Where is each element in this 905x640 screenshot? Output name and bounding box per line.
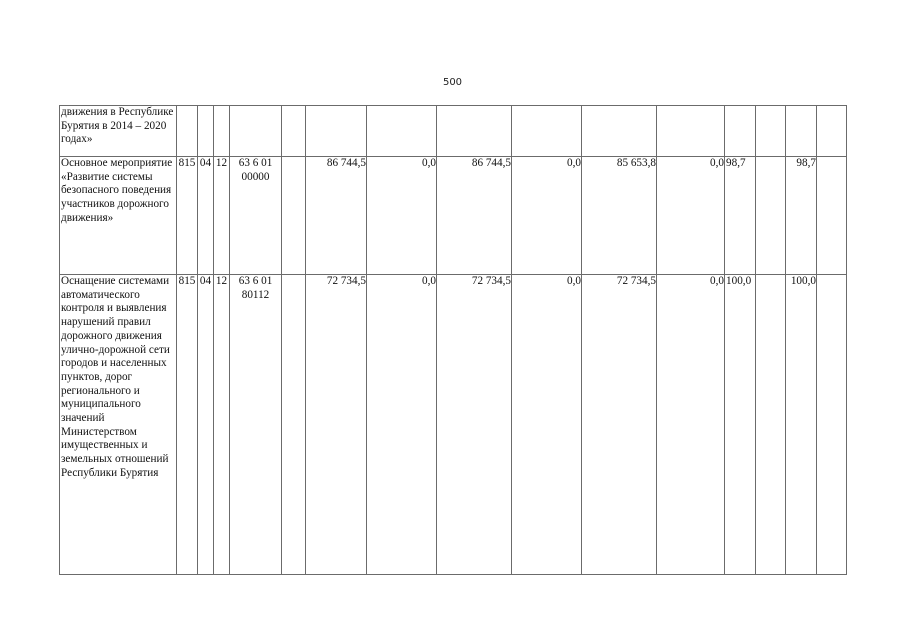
value-2: 0,0 [367, 275, 437, 575]
value-6: 0,0 [657, 157, 725, 275]
value-4: 0,0 [512, 275, 582, 575]
value-3 [437, 106, 512, 157]
value-2 [367, 106, 437, 157]
empty-cell [817, 157, 847, 275]
value-2: 0,0 [367, 157, 437, 275]
table-row [60, 106, 847, 157]
percent-2 [756, 157, 786, 275]
empty-cell [817, 106, 847, 157]
value-4 [512, 106, 582, 157]
percent-1 [725, 106, 756, 157]
empty-cell [817, 275, 847, 575]
value-1: 72 734,5 [306, 275, 367, 575]
percent-3: 100,0 [786, 275, 817, 575]
target-article-code [230, 106, 282, 157]
target-article-code: 63 6 01 00000 [230, 157, 282, 275]
page-number: 500 [442, 77, 463, 88]
percent-3 [786, 106, 817, 157]
expense-type-code [282, 106, 306, 157]
section-code [198, 106, 214, 157]
budget-execution-table [59, 105, 847, 575]
percent-2 [756, 106, 786, 157]
section-code: 04 [198, 157, 214, 275]
row-name: Основное мероприятие «Развитие системы безопасного поведения участников дорожного движения» [60, 157, 177, 275]
grbs-code [177, 106, 198, 157]
expense-type-code [282, 275, 306, 575]
grbs-code: 815 [177, 157, 198, 275]
value-3: 72 734,5 [437, 275, 512, 575]
table-row [60, 157, 847, 275]
percent-3: 98,7 [786, 157, 817, 275]
value-1: 86 744,5 [306, 157, 367, 275]
subsection-code: 12 [214, 157, 230, 275]
value-5: 72 734,5 [582, 275, 657, 575]
grbs-code: 815 [177, 275, 198, 575]
percent-1: 98,7 [725, 157, 756, 275]
target-article-code: 63 6 01 80112 [230, 275, 282, 575]
value-6 [657, 106, 725, 157]
table-row [60, 275, 847, 575]
percent-1: 100,0 [725, 275, 756, 575]
value-6: 0,0 [657, 275, 725, 575]
subsection-code: 12 [214, 275, 230, 575]
row-name: движения в Республике Бурятия в 2014 – 2020 годах» [60, 106, 177, 157]
percent-2 [756, 275, 786, 575]
value-1 [306, 106, 367, 157]
section-code: 04 [198, 275, 214, 575]
row-name: Оснащение системами автоматического контроля и выявления нарушений правил дорожного движения улично-дорожной сети городов и населенных пунктов, дорог регионального и муниципального значений Министерством имущественных и земельных отношений Республики Бурятия [60, 275, 177, 575]
value-3: 86 744,5 [437, 157, 512, 275]
subsection-code [214, 106, 230, 157]
value-4: 0,0 [512, 157, 582, 275]
value-5 [582, 106, 657, 157]
value-5: 85 653,8 [582, 157, 657, 275]
expense-type-code [282, 157, 306, 275]
